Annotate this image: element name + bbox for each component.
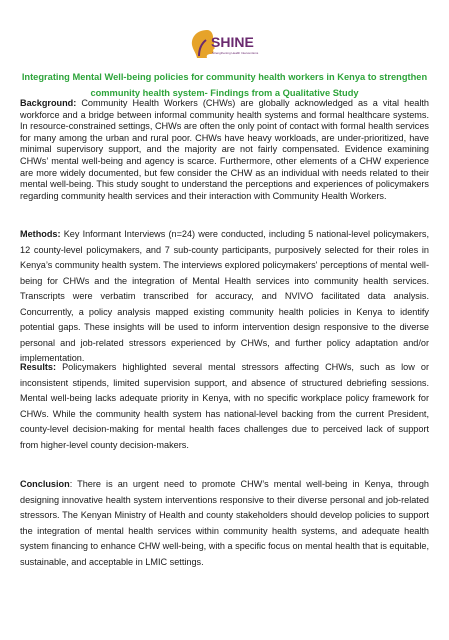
results-text: Policymakers highlighted several mental stressors affecting CHWs, such as low or inconsistent stipends, limited supervision support, and absence of structured debriefing sessions. Mental well-being lacks adequate priority in Kenya, with no specific workplace policy framework for CHWs. While the community health system has national-level backing from the current President, county-level decision-making for mental health faces challenges due to perceived lack of support from higher-level county decision-makers. (20, 362, 429, 450)
results-label: Results: (20, 362, 57, 372)
background-label: Background: (20, 98, 77, 108)
shine-logo-mark (187, 26, 265, 62)
logo-tagline: Strengthening Health Interventions (212, 51, 259, 55)
conclusion-text: : There is an urgent need to promote CHW’s mental well-being in Kenya, through designing innovative health system interventions responsive to their diverse personal and job-related stressors. The Kenyan Ministry of Health and county stakeholders should develop policies to support the integration of mental health services within community health systems, and adequate health system financing to enhance CHW well-being, with a specific focus on mental health that is equitable, sustainable, and acceptable in LMIC settings. (20, 479, 429, 567)
document-title: Integrating Mental Well-being policies for community health workers in Kenya to strengthen community health system- Findings from a Qualitative Study (21, 72, 428, 98)
methods-section (20, 227, 429, 367)
background-text: Community Health Workers (CHWs) are globally acknowledged as a vital health workforce and a bridge between informal community health systems and formal healthcare systems. In resource-constrained settings, CHWs are often the only point of contact with formal health services for many among the urban and rural poor. CHWs have heavy workloads, are under-prioritized, have minimal supervisory support, and the majority are not fairly compensated. Evidence examining CHWs’ mental well-being and agency is scarce. Furthermore, other elements of a CHW experience are more widely documented, but few consider the CHW as an individual with needs related to their mental well-being. This study sought to understand the perceptions and experiences of policymakers regarding community health services and their interaction with Community Health Workers. (20, 98, 429, 201)
results-section (20, 360, 429, 453)
logo-wordmark: SHINE (211, 34, 254, 50)
background-section (20, 98, 429, 202)
conclusion-label: Conclusion (20, 479, 70, 489)
methods-text: Key Informant Interviews (n=24) were conducted, including 5 national-level policymakers, 12 county-level policymakers, and 7 sub-county participants, purposively selected for their roles in Kenya’s community health system. The interviews explored policymakers' perceptions of mental well-being for CHWs and the integration of Mental Health services into community health services. Transcripts were verbatim transcribed for accuracy, and NVIVO facilitated data analysis. Concurrently, a policy analysis mapped existing community health policies in Kenya to identify potential gaps. These insights will be used to inform intervention design responsive to the diverse personal and job-related stressors experienced by CHWs, and further policy adaptation and/or implementation. (20, 229, 429, 364)
conclusion-section (20, 477, 429, 570)
methods-label: Methods: (20, 229, 61, 239)
shine-logo (187, 26, 265, 62)
